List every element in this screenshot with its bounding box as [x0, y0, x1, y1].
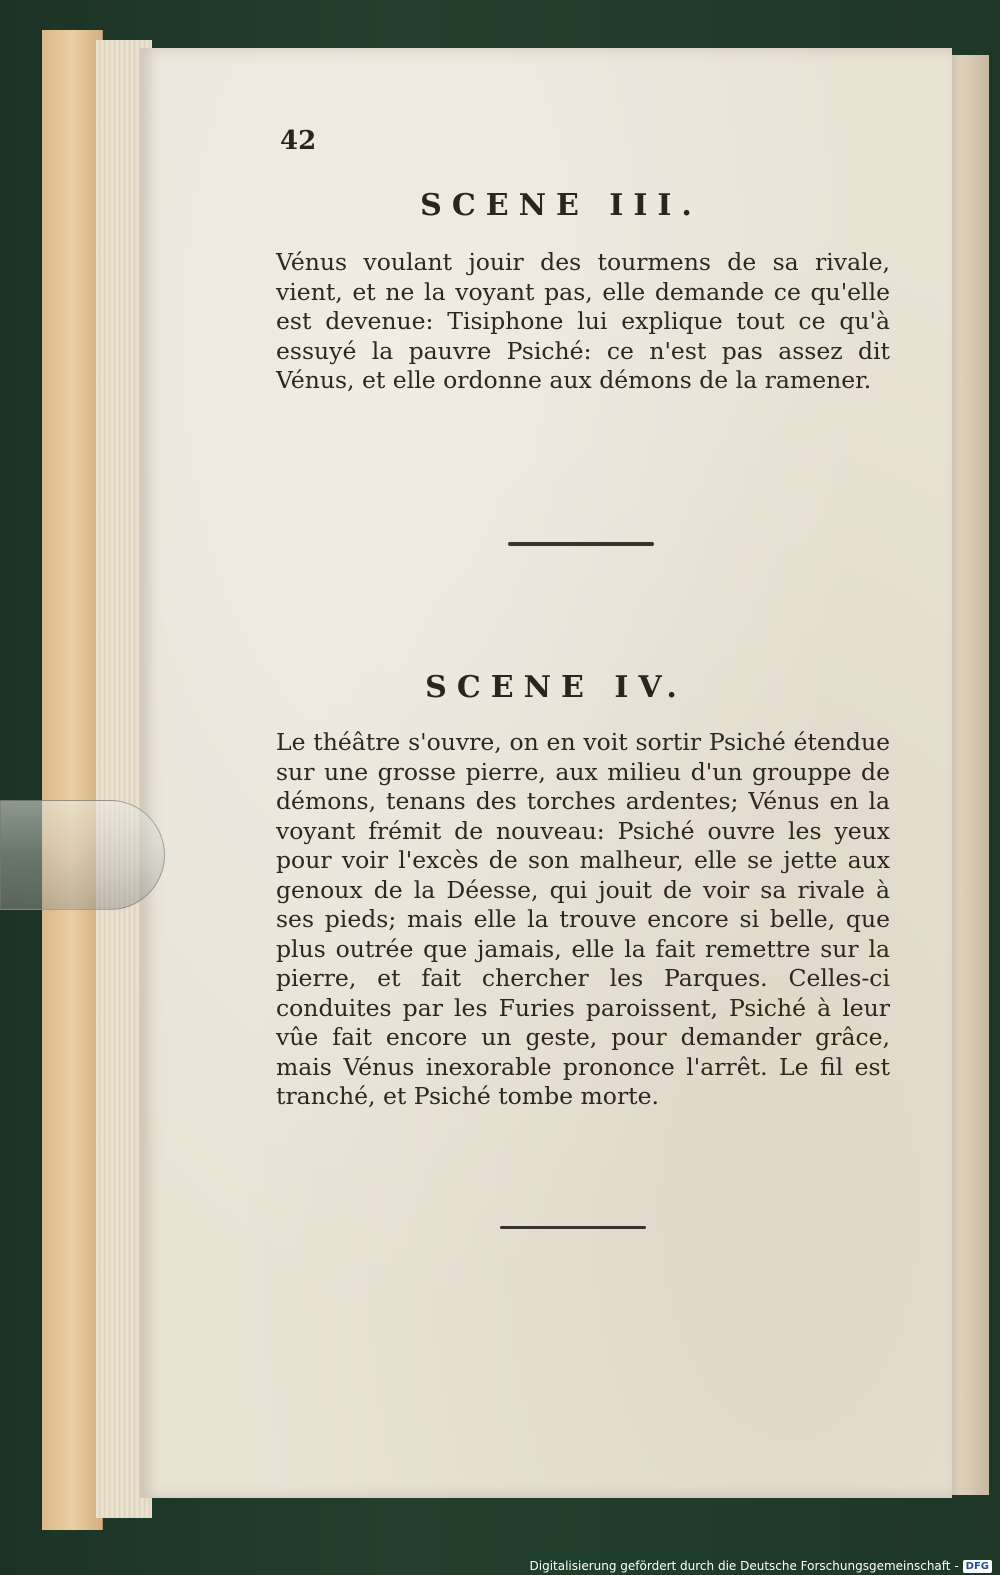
book-page: [140, 48, 952, 1498]
scene-heading-4: SCENE IV.: [425, 670, 687, 705]
facing-page-edge: [948, 55, 989, 1495]
scene-3-text: Vénus voulant jouir des tourmens de sa rivale, vient, et ne la voyant pas, elle demande ce qu'elle est devenue: Tisiphone lui explique tout ce qu'à essuyé la pauvre Psiché: ce n'est pas assez dit Vénus, et elle ordonne aux démons de la ramener.: [276, 248, 890, 394]
scene-heading-3: SCENE III.: [420, 188, 702, 223]
page-holder-clip: [0, 800, 165, 910]
book-cover-edge: [42, 30, 103, 1530]
credit-text: Digitalisierung gefördert durch die Deutsche Forschungsgemeinschaft -: [529, 1559, 959, 1573]
dfg-logo: DFG: [963, 1560, 992, 1573]
section-divider-end: [500, 1226, 646, 1229]
digitization-credit: [530, 1559, 993, 1573]
section-divider: [508, 542, 654, 546]
scene-4-text: Le théâtre s'ouvre, on en voit sortir Psiché étendue sur une grosse pierre, aux milieu d'un grouppe de démons, tenans des torches ardentes; Vénus en la voyant frémit de nouveau: Psiché ouvre les yeux pour voir l'excès de son malheur, elle se jette aux genoux de la Déesse, qui jouit de voir sa rivale à ses pieds; mais elle la trouve encore si belle, que plus outrée que jamais, elle la fait remettre sur la pierre, et fait chercher les Parques. Celles-ci conduites par les Furies paroissent, Psiché à leur vûe fait encore un geste, pour demander grâce, mais Vénus inexorable prononce l'arrêt. Le fil est tranché, et Psiché tombe morte.: [276, 728, 890, 1110]
page-number: 42: [280, 126, 317, 156]
